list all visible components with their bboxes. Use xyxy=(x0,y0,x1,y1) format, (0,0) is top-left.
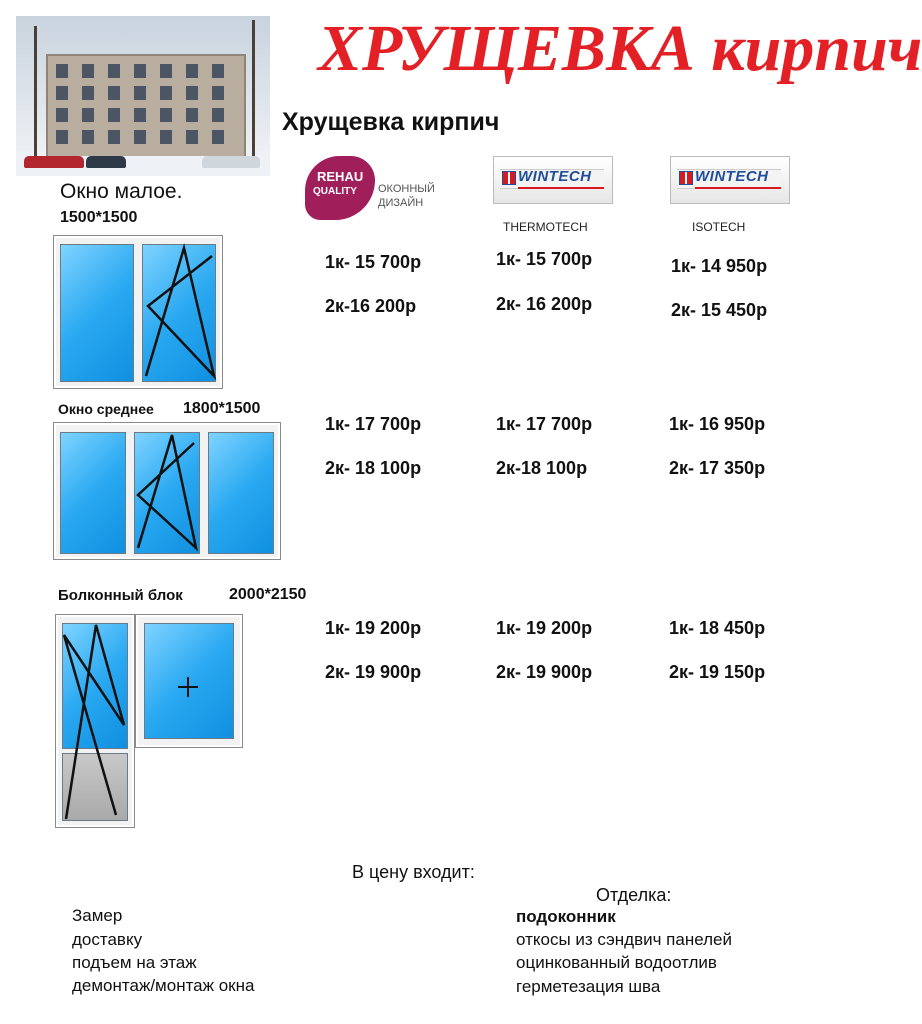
building-photo xyxy=(16,16,270,176)
wintech-icon xyxy=(502,171,516,185)
price-balcony-isotech-1k: 1к- 18 450р xyxy=(669,618,766,638)
included-item: Замер xyxy=(72,906,123,925)
wintech-logo-isotech xyxy=(670,156,790,204)
balcony-door xyxy=(55,614,135,828)
subtitle: Хрущевка кирпич xyxy=(282,108,500,136)
price-medium-rehau-1k: 1к- 17 700р xyxy=(325,414,422,434)
price-medium-rehau-2k: 2к- 18 100р xyxy=(325,458,422,478)
item-size-small: 1500*1500 xyxy=(60,209,138,226)
price-small-rehau-2k: 2к-16 200р xyxy=(325,296,417,316)
price-balcony-thermotech-2k: 2к- 19 900р xyxy=(496,662,593,682)
price-medium-isotech-1k: 1к- 16 950р xyxy=(669,414,766,434)
item-label-medium: Окно среднее xyxy=(58,401,154,417)
included-title: В цену входит: xyxy=(352,862,475,882)
wintech-logo-thermotech xyxy=(493,156,613,204)
balcony-window xyxy=(135,614,243,748)
rehau-tagline: ОКОННЫЙ ДИЗАЙН xyxy=(378,183,435,209)
finish-item: подоконник xyxy=(516,907,616,926)
price-small-rehau-1k: 1к- 15 700р xyxy=(325,252,422,272)
window-medium xyxy=(53,422,281,560)
rehau-name: REHAU xyxy=(317,169,364,184)
price-medium-thermotech-2k: 2к-18 100р xyxy=(496,458,588,478)
item-label-small: Окно малое. xyxy=(60,180,183,203)
price-balcony-rehau-2k: 2к- 19 900р xyxy=(325,662,422,682)
included-item: доставку xyxy=(72,930,143,949)
building-shape xyxy=(46,54,246,162)
wintech-icon xyxy=(679,171,693,185)
window-small xyxy=(53,235,223,389)
included-item: подъем на этаж xyxy=(72,953,197,972)
item-size-medium: 1800*1500 xyxy=(183,400,261,417)
caption-thermotech: THERMOTECH xyxy=(503,220,588,234)
caption-isotech: ISOTECH xyxy=(692,220,746,234)
finish-title: Отделка: xyxy=(596,885,672,905)
included-item: демонтаж/монтаж окна xyxy=(72,976,255,995)
price-balcony-rehau-1k: 1к- 19 200р xyxy=(325,618,422,638)
item-label-balcony: Болконный блок xyxy=(58,587,183,604)
main-title: ХРУЩЕВКА кирпич xyxy=(318,12,922,85)
price-small-isotech-2k: 2к- 15 450р xyxy=(671,300,768,320)
wintech-name: WINTECH xyxy=(518,168,592,185)
price-small-isotech-1k: 1к- 14 950р xyxy=(671,256,768,276)
wintech-name: WINTECH xyxy=(695,168,769,185)
item-size-balcony: 2000*2150 xyxy=(229,586,307,603)
rehau-logo xyxy=(305,150,445,225)
finish-item: откосы из сэндвич панелей xyxy=(516,930,732,949)
price-balcony-isotech-2k: 2к- 19 150р xyxy=(669,662,766,682)
price-small-thermotech-2k: 2к- 16 200р xyxy=(496,294,593,314)
price-balcony-thermotech-1k: 1к- 19 200р xyxy=(496,618,593,638)
finish-item: оцинкованный водоотлив xyxy=(516,953,717,972)
price-medium-thermotech-1k: 1к- 17 700р xyxy=(496,414,593,434)
price-small-thermotech-1k: 1к- 15 700р xyxy=(496,249,593,269)
finish-item: герметезация шва xyxy=(516,977,661,996)
price-medium-isotech-2k: 2к- 17 350р xyxy=(669,458,766,478)
rehau-quality: QUALITY xyxy=(313,186,357,197)
